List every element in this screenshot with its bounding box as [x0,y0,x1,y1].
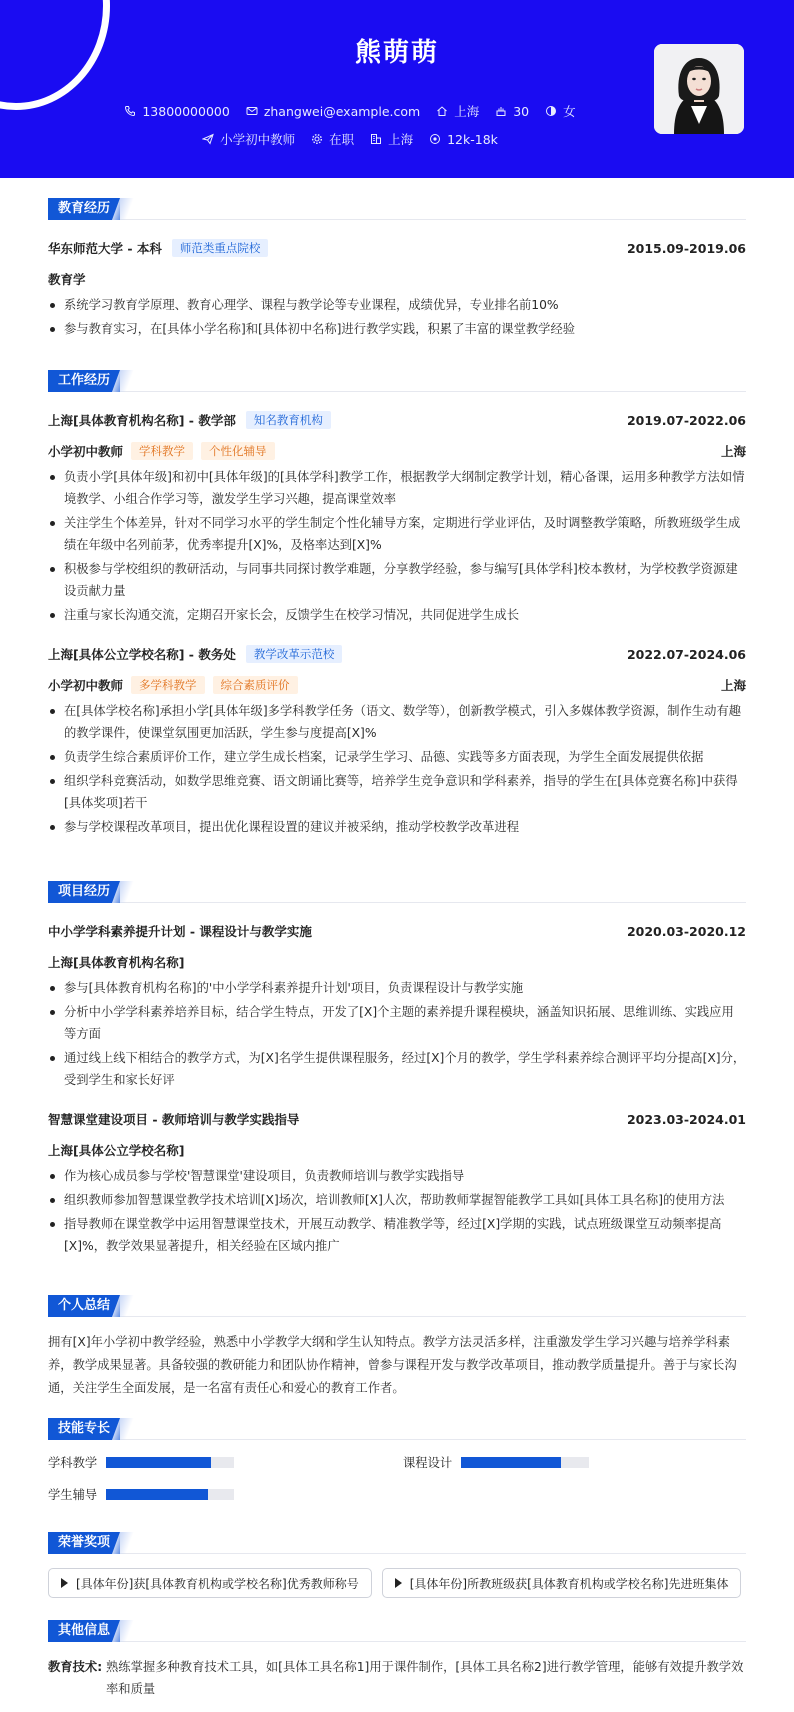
summary-text: 拥有[X]年小学初中教学经验，熟悉中小学教学大纲和学生认知特点。教学方法灵活多样，注重激发学生学习兴趣与培养学科素养，教学成果显著。具备较强的教研能力和团队协作精神，曾参与课程开发与教学改革项目，推动教学质量提升。善于与家长沟通，关注学生全面发展，是一名富有责任心和爱心的教育工作者。 [48,1335,737,1395]
project-entry [48,1109,746,1257]
list-item: 负责小学[具体年级]和初中[具体年级]的[具体学科]教学工作，根据教学大纲制定教学计划，精心备课，运用多种教学方法如情境教学、小组合作学习等，激发学生学习兴趣，提高课堂效率 [48,466,746,510]
cake-icon [495,105,507,117]
work-org-badge: 知名教育机构 [246,411,331,429]
work-title-bar [48,370,746,392]
project-org: 上海[具体教育机构名称] [48,955,185,970]
other-row [48,1656,746,1700]
education-date: 2015.09-2019.06 [626,240,746,256]
projects-section [48,881,746,1259]
honor-text: [具体年份]获[具体教育机构或学校名称]优秀教师称号 [76,1576,359,1591]
work-location: 上海 [720,678,746,693]
work-tag: 综合素质评价 [213,676,298,694]
list-item: 参与教育实习，在[具体小学名称]和[具体初中名称]进行教学实践，积累了丰富的课堂教学经验 [48,318,746,340]
other-value: 熟练掌握多种教育技术工具，如[具体工具名称1]用于课件制作，[具体工具名称2]进行教学管理，能够有效提升教学效率和质量 [106,1660,744,1696]
contact-row [0,102,700,120]
project-entry [48,921,746,1091]
skill-bar-fill [106,1489,208,1500]
work-tag: 个性化辅导 [201,442,275,460]
work-role: 小学初中教师 [48,678,124,693]
honors-title-bar [48,1532,746,1554]
work-date: 2019.07-2022.06 [626,412,746,428]
school-name: 华东师范大学 - 本科 [48,241,162,256]
mail-icon [246,105,258,117]
money-icon [429,133,441,145]
projects-title-bar [48,881,746,903]
phone-text: 13800000000 [142,103,230,119]
triangle-icon [61,1578,68,1588]
work-bullets [48,700,746,838]
skills-title: 技能专长 [48,1418,120,1440]
skill-item [48,1486,403,1502]
education-bullets [48,294,746,340]
work-entry [48,644,746,838]
skills-section [48,1418,746,1502]
gender-text: 女 [563,104,576,119]
list-item: 作为核心成员参与学校'智慧课堂'建设项目，负责教师培训与教学实践指导 [48,1165,746,1187]
list-item: 参与[具体教育机构名称]的'中小学学科素养提升计划'项目，负责课程设计与教学实施 [48,977,746,999]
summary-title: 个人总结 [48,1295,120,1317]
list-item: 通过线上线下相结合的教学方式，为[X]名学生提供课程服务，经过[X]个月的教学，学生学科素养综合测评平均分提高[X]分，受到学生和家长好评 [48,1047,746,1091]
salary-text: 12k-18k [447,131,498,147]
candidate-name: 熊萌萌 [354,38,439,68]
email-item [246,104,420,119]
list-item: 组织学科竞赛活动，如数学思维竞赛、语文朗诵比赛等，培养学生竞争意识和学科素养，指导的学生在[具体竞赛名称]中获得[具体奖项]若干 [48,770,746,814]
project-title: 中小学学科素养提升计划 - 课程设计与教学实施 [48,924,312,939]
list-item: 在[具体学校名称]承担小学[具体年级]多学科教学任务（语文、数学等），创新教学模式，引入多媒体教学资源，制作生动有趣的教学课件，使课堂氛围更加活跃，学生参与度提高[X]% [48,700,746,744]
skill-item [403,1454,746,1470]
list-item: 关注学生个体差异，针对不同学习水平的学生制定个性化辅导方案，定期进行学业评估，及时调整教学策略，所教班级学生成绩在年级中名列前茅，优秀率提升[X]%，及格率达到[X]% [48,512,746,556]
list-item: 注重与家长沟通交流，定期召开家长会，反馈学生在校学习情况，共同促进学生成长 [48,604,746,626]
email-text: zhangwei@example.com [263,103,421,119]
list-item: 积极参与学校组织的教研活动，与同事共同探讨教学难题，分享教学经验，参与编写[具体学科]校本教材，为学校教学资源建设贡献力量 [48,558,746,602]
city-item [436,102,479,120]
status-item [311,130,354,148]
work-entry [48,410,746,626]
skill-bar [106,1457,234,1468]
education-title-bar [48,198,746,220]
project-bullets [48,1165,746,1257]
work-city-item [370,130,413,148]
work-section [48,370,746,840]
other-title: 其他信息 [48,1620,120,1642]
resume-header [0,0,794,178]
job-text: 小学初中教师 [220,132,296,147]
summary-title-bar [48,1295,746,1317]
skill-label: 课程设计 [403,1456,453,1470]
honors-title: 荣誉奖项 [48,1532,120,1554]
skill-label: 学生辅导 [48,1488,98,1502]
list-item: 系统学习教育学原理、教育心理学、课程与教学论等专业课程，成绩优异，专业排名前10% [48,294,746,316]
avatar [654,44,744,134]
work-title: 工作经历 [48,370,120,392]
list-item: 组织教师参加智慧课堂教学技术培训[X]场次，培训教师[X]人次，帮助教师掌握智能教学工具如[具体工具名称]的使用方法 [48,1189,746,1211]
other-key: 教育技术: [48,1660,103,1674]
skills-title-bar [48,1418,746,1440]
list-item: 指导教师在课堂教学中运用智慧课堂技术，开展互动教学、精准教学等，经过[X]学期的实践，试点班级课堂互动频率提高[X]%，教学效果显著提升，相关经验在区域内推广 [48,1213,746,1257]
list-item: 分析中小学学科素养培养目标，结合学生特点，开发了[X]个主题的素养提升课程模块，涵盖知识拓展、思维训练、实践应用等方面 [48,1001,746,1045]
work-date: 2022.07-2024.06 [626,646,746,662]
phone-icon [124,105,136,117]
triangle-icon [395,1578,402,1588]
work-tag: 学科教学 [131,442,193,460]
salary-item [429,132,498,147]
projects-title: 项目经历 [48,881,120,903]
honor-item [382,1568,742,1598]
job-item [202,130,295,148]
school-badge: 师范类重点院校 [172,239,269,257]
education-entry [48,238,746,340]
job-row [0,130,700,148]
major: 教育学 [48,272,86,287]
education-section [48,198,746,342]
work-bullets [48,466,746,626]
gear-icon [311,133,323,145]
project-title: 智慧课堂建设项目 - 教师培训与教学实践指导 [48,1112,300,1127]
skill-label: 学科教学 [48,1456,98,1470]
skill-bar [106,1489,234,1500]
gender-item [545,102,576,120]
honor-text: [具体年份]所教班级获[具体教育机构或学校名称]先进班集体 [409,1576,729,1591]
home-icon [436,105,448,117]
summary-section [48,1295,746,1400]
honors-list [48,1568,746,1598]
other-title-bar [48,1620,746,1642]
skills-grid [48,1454,746,1502]
work-org: 上海[具体公立学校名称] - 教务处 [48,647,236,662]
work-location: 上海 [720,444,746,459]
gender-icon [545,105,557,117]
honor-item [48,1568,372,1598]
list-item: 负责学生综合素质评价工作，建立学生成长档案，记录学生学习、品德、实践等多方面表现，为学生全面发展提供依据 [48,746,746,768]
city-text: 上海 [454,104,480,119]
project-bullets [48,977,746,1091]
work-role: 小学初中教师 [48,444,124,459]
skill-bar-fill [106,1457,211,1468]
project-date: 2023.03-2024.01 [626,1111,746,1127]
status-text: 在职 [329,132,355,147]
honors-section [48,1532,746,1598]
project-org: 上海[具体公立学校名称] [48,1143,185,1158]
skill-item [48,1454,403,1470]
project-date: 2020.03-2020.12 [626,923,746,939]
age-item [495,104,529,119]
age-text: 30 [513,103,530,119]
work-org: 上海[具体教育机构名称] - 教学部 [48,413,236,428]
skill-bar-fill [461,1457,561,1468]
work-tag: 多学科教学 [131,676,205,694]
work-org-badge: 教学改革示范校 [246,645,343,663]
education-title: 教育经历 [48,198,120,220]
phone-item [124,104,229,119]
work-city-text: 上海 [388,132,414,147]
portrait-image [654,44,744,134]
send-icon [202,133,214,145]
building-icon [370,133,382,145]
skill-bar [461,1457,589,1468]
list-item: 参与学校课程改革项目，提出优化课程设置的建议并被采纳，推动学校教学改革进程 [48,816,746,838]
other-section [48,1620,746,1700]
